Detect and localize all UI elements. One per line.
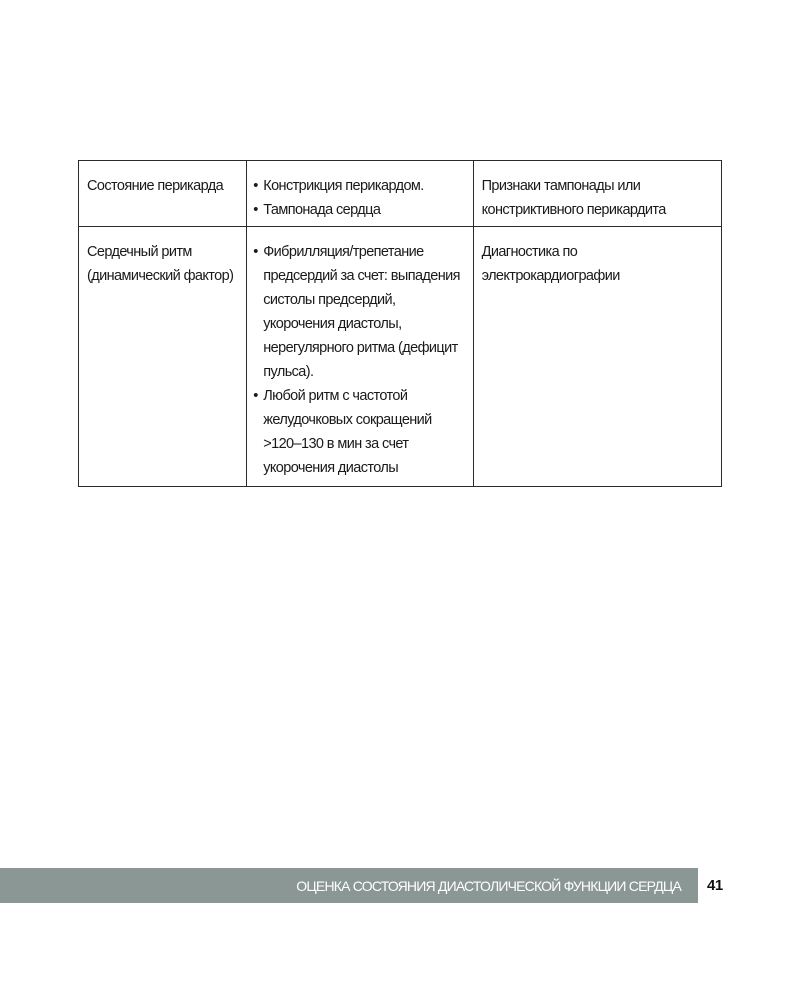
table-row [79, 161, 722, 227]
list-item [253, 240, 466, 384]
list-item [253, 174, 466, 198]
list-item-text: Констрикция перикардом. [263, 178, 424, 194]
table-cell-list [247, 161, 473, 227]
list-item-text: Любой ритм с частотой желудочковых сокращений >120–130 в мин за счет укорочения диастолы [263, 388, 432, 476]
bullet-glyph: • [253, 388, 258, 404]
page-number: 41 [707, 877, 723, 894]
list-item [253, 384, 466, 480]
table-cell-note: Диагностика по электрокардиографии [473, 227, 721, 487]
list-item-text: Тампонада сердца [263, 202, 381, 218]
bullet-list [253, 240, 466, 480]
table-row [79, 227, 722, 487]
table-cell-note: Признаки тампонады или констриктивного перикардита [473, 161, 721, 227]
footer-section-title: ОЦЕНКА СОСТОЯНИЯ ДИАСТОЛИЧЕСКОЙ ФУНКЦИИ СЕРДЦА [296, 878, 681, 894]
table-cell-list [247, 227, 473, 487]
document-table [78, 160, 722, 487]
bullet-glyph: • [253, 178, 258, 194]
bullet-list [253, 174, 466, 222]
list-item [253, 198, 466, 222]
table-cell-label: Сердечный ритм (динамический фактор) [79, 227, 247, 487]
list-item-text: Фибрилляция/трепетание предсердий за счет: выпадения систолы предсердий, укорочения диастолы, нерегулярного ритма (дефицит пульса). [263, 244, 460, 380]
table-cell-label: Состояние перикарда [79, 161, 247, 227]
bullet-glyph: • [253, 244, 258, 260]
bullet-glyph: • [253, 202, 258, 218]
footer-band [0, 868, 698, 903]
